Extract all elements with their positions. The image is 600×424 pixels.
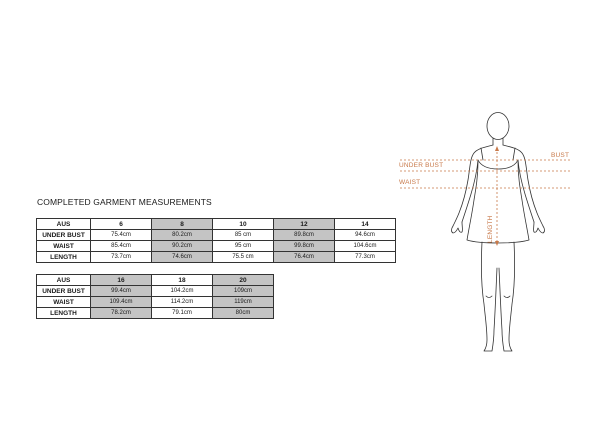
measurement-cell: 99.4cm xyxy=(91,286,152,297)
size-header-cell: 18 xyxy=(152,275,213,286)
measurement-label: UNDER BUST xyxy=(37,230,91,241)
size-header-cell: 14 xyxy=(335,219,396,230)
size-header-cell: 8 xyxy=(152,219,213,230)
measurement-cell: 85 cm xyxy=(213,230,274,241)
measurement-cell: 99.8cm xyxy=(274,241,335,252)
measurement-cell: 80cm xyxy=(213,308,274,319)
measurement-cell: 94.6cm xyxy=(335,230,396,241)
measurement-cell: 95 cm xyxy=(213,241,274,252)
measurement-cell: 78.2cm xyxy=(91,308,152,319)
region-label: AUS xyxy=(37,275,91,286)
measurement-cell: 109cm xyxy=(213,286,274,297)
measurement-cell: 114.2cm xyxy=(152,297,213,308)
measurement-cell: 109.4cm xyxy=(91,297,152,308)
measurement-cell: 76.4cm xyxy=(274,252,335,263)
region-label: AUS xyxy=(37,219,91,230)
size-header-cell: 20 xyxy=(213,275,274,286)
measurement-cell: 85.4cm xyxy=(91,241,152,252)
measurement-label: UNDER BUST xyxy=(37,286,91,297)
measurement-cell: 80.2cm xyxy=(152,230,213,241)
measurement-cell: 74.6cm xyxy=(152,252,213,263)
waist-label: WAIST xyxy=(399,179,421,186)
measurement-label: WAIST xyxy=(37,297,91,308)
measurement-cell: 104.2cm xyxy=(152,286,213,297)
size-header-cell: 6 xyxy=(91,219,152,230)
measurement-cell: 119cm xyxy=(213,297,274,308)
measurement-cell: 77.3cm xyxy=(335,252,396,263)
measurement-cell: 90.2cm xyxy=(152,241,213,252)
size-header-cell: 16 xyxy=(91,275,152,286)
measurement-cell: 73.7cm xyxy=(91,252,152,263)
measurement-label: WAIST xyxy=(37,241,91,252)
measurement-cell: 75.4cm xyxy=(91,230,152,241)
measurement-cell: 79.1cm xyxy=(152,308,213,319)
measurement-cell: 89.8cm xyxy=(274,230,335,241)
measurement-cell: 75.5 cm xyxy=(213,252,274,263)
measurement-label: LENGTH xyxy=(37,308,91,319)
bust-label: BUST xyxy=(551,152,570,159)
size-header-cell: 12 xyxy=(274,219,335,230)
under-bust-label: UNDER BUST xyxy=(399,162,444,169)
length-label: LENGTH xyxy=(487,215,494,243)
measurement-label: LENGTH xyxy=(37,252,91,263)
measurement-cell: 104.6cm xyxy=(335,241,396,252)
size-header-cell: 10 xyxy=(213,219,274,230)
page-title: COMPLETED GARMENT MEASUREMENTS xyxy=(37,197,212,207)
